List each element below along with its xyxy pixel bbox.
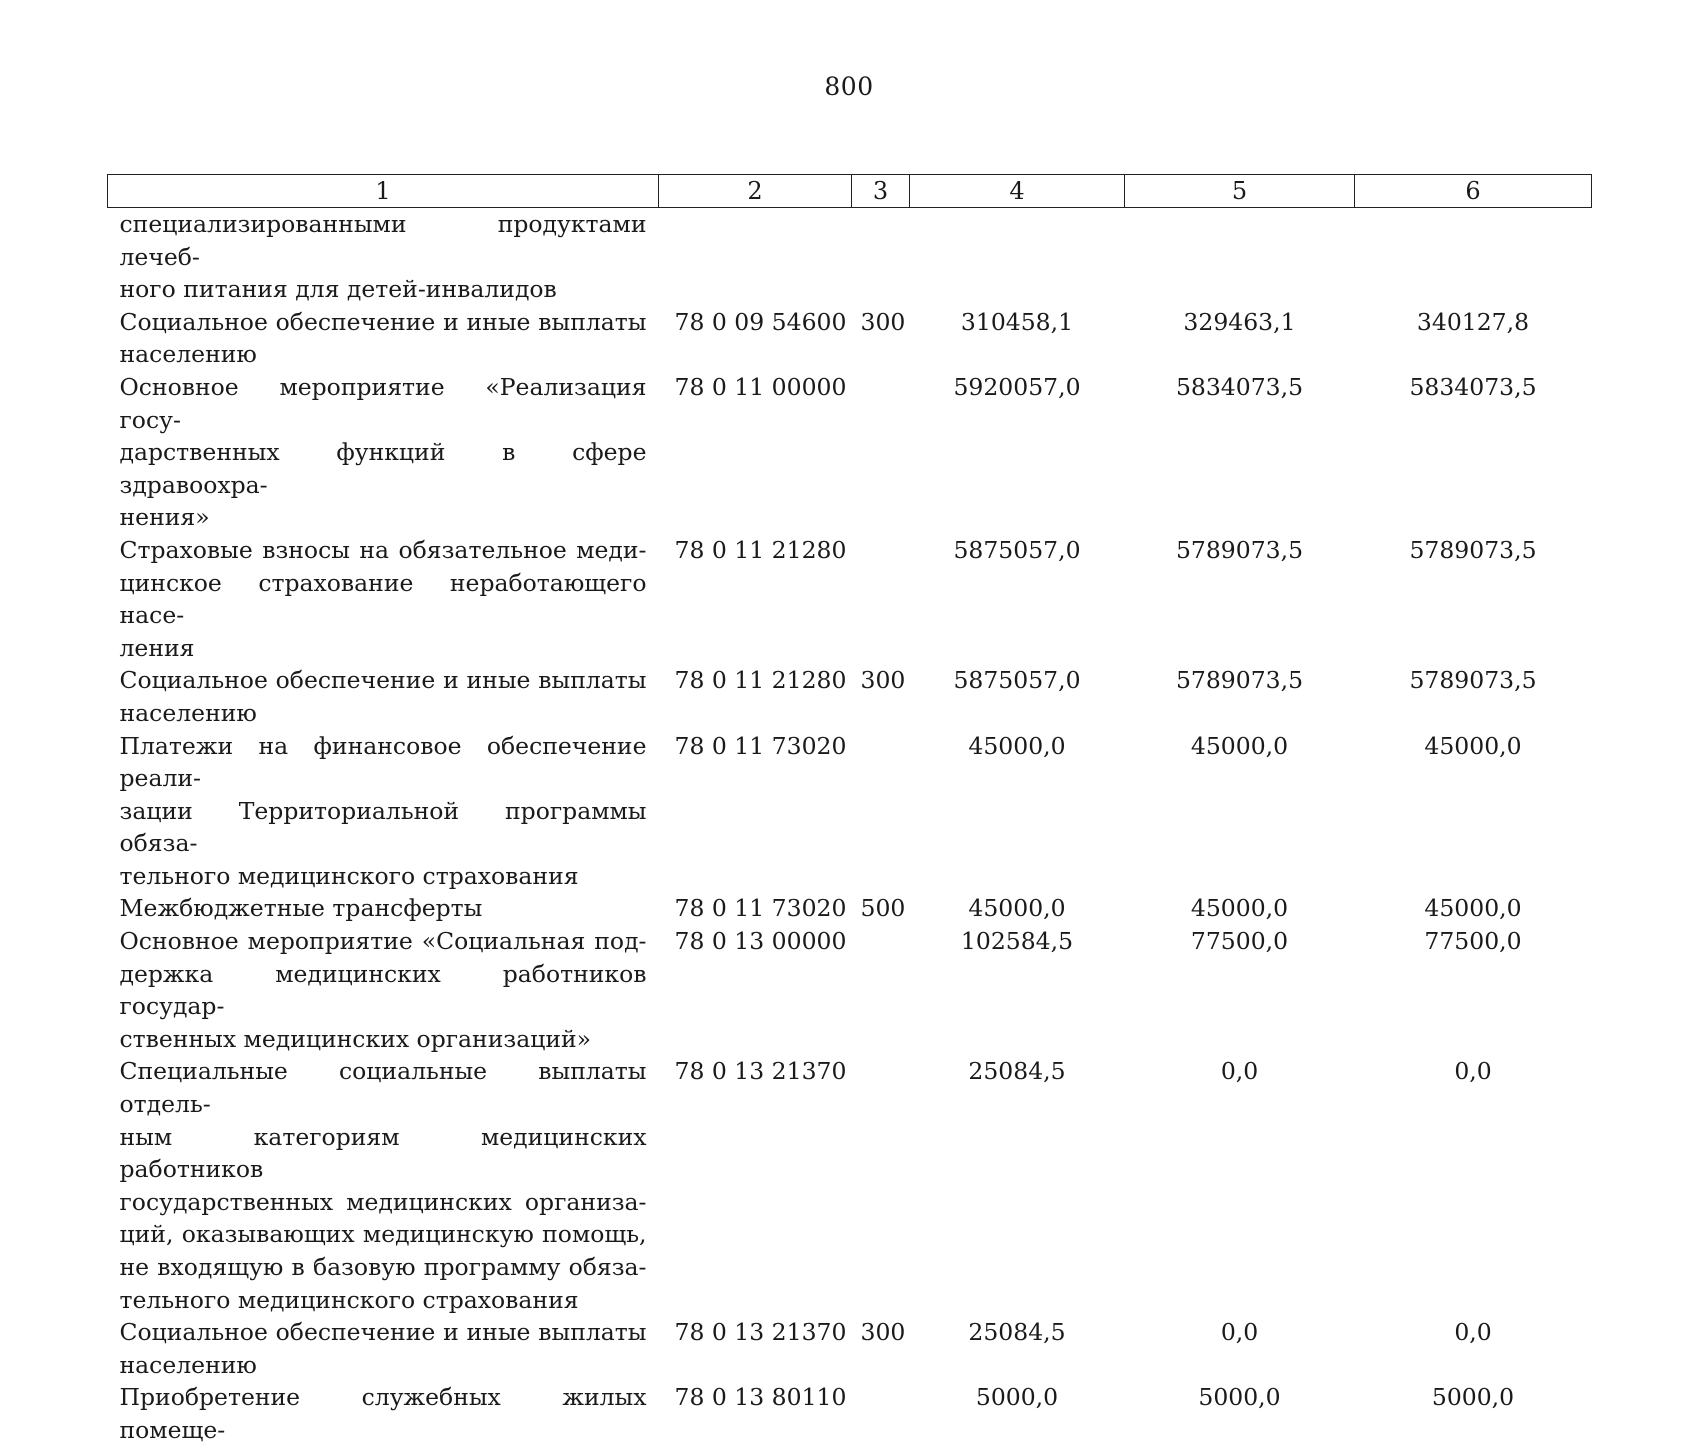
page-number: 800 (824, 72, 874, 101)
row-name-line: Социальное обеспечение и иные выплаты (119, 666, 647, 695)
row-name (108, 1316, 659, 1381)
row-expense-type: 300 (860, 666, 906, 695)
row-amount-col4: 45000,0 (968, 894, 1066, 923)
row-expense-type (852, 1381, 910, 1446)
row-name-line: населению (119, 698, 257, 727)
row-code: 78 0 13 00000 (674, 927, 847, 956)
row-name-line: Социальное обеспечение и иные выплаты (119, 307, 647, 336)
row-expense-type (852, 371, 910, 534)
row-name (108, 892, 659, 925)
row-name-line: населению (119, 340, 257, 369)
row-name (108, 1055, 659, 1316)
row-amount-col5 (1125, 208, 1355, 306)
table-row (108, 1381, 1592, 1446)
row-code: 78 0 11 73020 (674, 894, 847, 923)
row-name-line: населению (119, 1350, 257, 1379)
row-amount-col6: 5000,0 (1431, 1383, 1515, 1412)
row-amount-col4: 5875057,0 (953, 535, 1081, 564)
table-row (108, 208, 1592, 306)
row-amount-col6 (1355, 208, 1592, 306)
row-name-line: Специальные социальные выплаты отдель- (119, 1057, 647, 1119)
row-name (108, 371, 659, 534)
row-code: 78 0 11 73020 (674, 731, 847, 760)
row-amount-col5: 5789073,5 (1175, 666, 1304, 695)
row-code: 78 0 11 21280 (674, 535, 847, 564)
row-name-line: Межбюджетные трансферты (119, 894, 483, 923)
row-code: 78 0 13 80110 (674, 1383, 847, 1412)
column-header-3: 3 (852, 175, 910, 208)
row-name-line: специализированными продуктами лечеб- (119, 210, 647, 271)
row-name-line: Страховые взносы на обязательное меди- (119, 535, 647, 564)
column-header-2: 2 (659, 175, 852, 208)
row-name (108, 306, 659, 371)
row-code (659, 208, 852, 306)
row-expense-type: 500 (860, 894, 906, 923)
row-amount-col5: 5789073,5 (1175, 535, 1304, 564)
row-code: 78 0 11 21280 (674, 666, 847, 695)
row-amount-col5: 5834073,5 (1175, 372, 1304, 401)
row-name (108, 1381, 659, 1446)
row-amount-col4: 102584,5 (960, 927, 1074, 956)
row-name-line: тельного медицинского страхования (119, 1285, 579, 1314)
table-row (108, 1316, 1592, 1381)
row-amount-col4: 5875057,0 (953, 666, 1081, 695)
row-amount-col4: 310458,1 (960, 307, 1074, 336)
table-row (108, 664, 1592, 729)
row-name-line: ций, оказывающих медицинскую помощь, (119, 1220, 647, 1249)
table-row (108, 925, 1592, 1055)
row-amount-col6: 5789073,5 (1409, 535, 1537, 564)
row-amount-col5: 77500,0 (1190, 927, 1289, 956)
row-amount-col6: 77500,0 (1424, 927, 1522, 956)
row-name (108, 925, 659, 1055)
row-name-line: Основное мероприятие «Социальная под- (119, 927, 647, 956)
row-name (108, 208, 659, 306)
column-header-5: 5 (1125, 175, 1355, 208)
row-amount-col4: 25084,5 (968, 1318, 1066, 1347)
table-row (108, 730, 1592, 893)
row-amount-col6: 0,0 (1454, 1057, 1492, 1086)
column-header-1: 1 (108, 175, 659, 208)
row-amount-col6: 5834073,5 (1409, 372, 1537, 401)
row-name (108, 664, 659, 729)
row-amount-col4: 5920057,0 (953, 372, 1081, 401)
row-amount-col5: 0,0 (1220, 1318, 1259, 1347)
table-row (108, 534, 1592, 664)
column-header-4: 4 (910, 175, 1125, 208)
column-header-6: 6 (1355, 175, 1592, 208)
row-name (108, 534, 659, 664)
row-code: 78 0 13 21370 (674, 1318, 847, 1347)
row-name-line: Приобретение служебных жилых помеще- (119, 1383, 647, 1444)
row-amount-col5: 45000,0 (1190, 731, 1289, 760)
row-expense-type (852, 1055, 910, 1316)
row-amount-col6: 5789073,5 (1409, 666, 1537, 695)
row-name-line: Социальное обеспечение и иные выплаты (119, 1318, 647, 1347)
row-amount-col5: 329463,1 (1183, 307, 1296, 336)
row-name-line: не входящую в базовую программу обяза- (119, 1253, 647, 1281)
table-row (108, 306, 1592, 371)
row-expense-type (852, 534, 910, 664)
row-name-line: ления (119, 633, 195, 662)
row-code: 78 0 09 54600 (674, 307, 847, 336)
header-row (108, 175, 1592, 208)
row-name-line: зации Территориальной программы обяза- (119, 796, 647, 858)
row-amount-col4: 45000,0 (968, 731, 1066, 760)
row-amount-col4: 25084,5 (968, 1057, 1066, 1086)
row-code: 78 0 11 00000 (674, 372, 847, 401)
row-name-line: тельного медицинского страхования (119, 861, 579, 890)
row-name-line: Платежи на финансовое обеспечение реали- (119, 731, 647, 793)
row-name-line: ственных медицинских организаций» (119, 1024, 592, 1053)
row-amount-col6: 0,0 (1454, 1318, 1492, 1347)
table-body (108, 208, 1592, 1447)
row-name (108, 730, 659, 893)
row-name-line: ного питания для детей-инвалидов (119, 275, 557, 304)
table-header (108, 175, 1592, 208)
row-amount-col6: 45000,0 (1424, 731, 1522, 760)
row-amount-col6: 45000,0 (1424, 894, 1522, 923)
row-amount-col4 (910, 208, 1125, 306)
table-row (108, 892, 1592, 925)
row-expense-type: 300 (860, 307, 906, 336)
row-code: 78 0 13 21370 (674, 1057, 847, 1086)
row-expense-type (852, 208, 910, 306)
row-name-line: ным категориям медицинских работников (119, 1122, 647, 1184)
row-amount-col5: 5000,0 (1198, 1383, 1281, 1412)
row-name-line: нения» (119, 503, 210, 532)
row-expense-type (852, 730, 910, 893)
row-name-line: дарственных функций в сфере здравоохра- (119, 438, 647, 499)
budget-table (107, 174, 1592, 1447)
table-row (108, 371, 1592, 534)
row-expense-type (852, 925, 910, 1055)
row-expense-type: 300 (860, 1318, 906, 1347)
row-name-line: государственных медицинских организа- (119, 1187, 647, 1216)
row-amount-col6: 340127,8 (1416, 307, 1530, 336)
row-name-line: держка медицинских работников государ- (119, 959, 647, 1021)
row-amount-col4: 5000,0 (975, 1383, 1059, 1412)
row-name-line: цинское страхование неработающего насе- (119, 568, 647, 630)
table-row (108, 1055, 1592, 1316)
row-amount-col5: 45000,0 (1190, 894, 1289, 923)
row-amount-col5: 0,0 (1220, 1057, 1259, 1086)
row-name-line: Основное мероприятие «Реализация госу- (119, 372, 647, 434)
